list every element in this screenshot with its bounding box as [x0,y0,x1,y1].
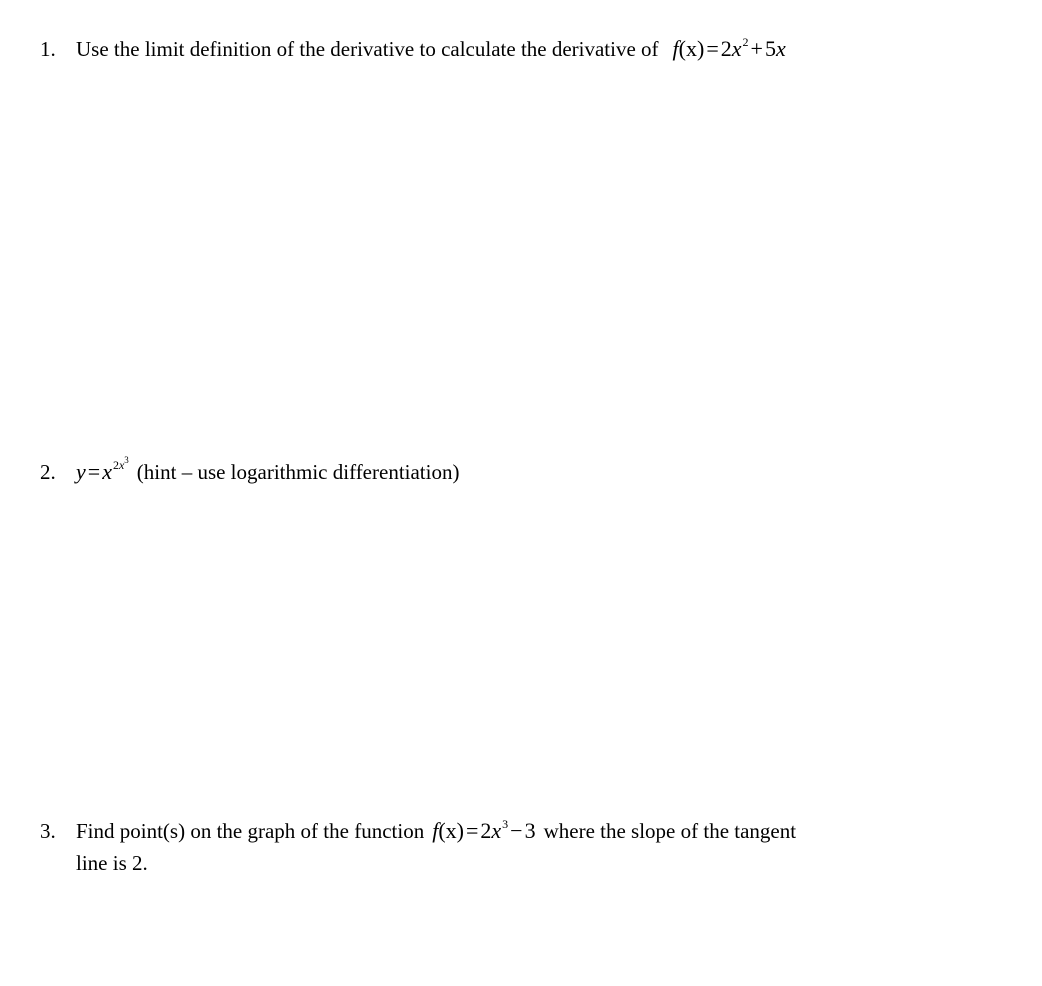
base-variable: x [102,459,112,484]
variable: x [491,818,502,843]
func-name: f [672,36,679,61]
problem-statement-line2: line is 2. [76,851,148,875]
equals-sign: = [706,36,719,61]
function-expression [76,455,129,484]
problem-text [76,33,786,68]
func-name: f [432,818,439,843]
problem-statement-end: where the slope of the tangent [543,819,797,843]
function-expression [432,818,535,843]
constant: 3 [524,818,536,843]
problem-text [76,815,796,850]
exponent-variable: x [118,458,125,472]
problem-number: 3. [40,819,56,843]
equals-sign: = [87,459,101,484]
exponent-coefficient: 2 [112,458,119,472]
exponent [112,455,129,472]
exponent: 3 [502,817,509,831]
function-expression [673,36,786,61]
equals-sign: = [465,818,479,843]
problem-statement-start: Find point(s) on the graph of the function [76,819,425,843]
coefficient: 2 [720,36,732,61]
exponent: 2 [742,35,749,49]
problem-text [76,456,459,492]
func-arg: (x) [438,818,464,843]
exponent-power: 3 [124,455,129,465]
problem-number: 2. [40,460,56,484]
term2-coefficient: 5 [764,36,776,61]
lhs-variable: y [76,459,86,484]
variable: x [731,36,742,61]
minus-sign: − [510,818,523,843]
coefficient: 2 [480,818,492,843]
term2-variable: x [775,36,786,61]
plus-sign: + [750,36,763,61]
func-arg: (x) [678,36,705,61]
problem-statement: Use the limit definition of the derivative to calculate the derivative of [76,37,659,61]
hint-text: (hint – use logarithmic differentiation) [136,460,460,484]
problem-number: 1. [40,37,56,61]
